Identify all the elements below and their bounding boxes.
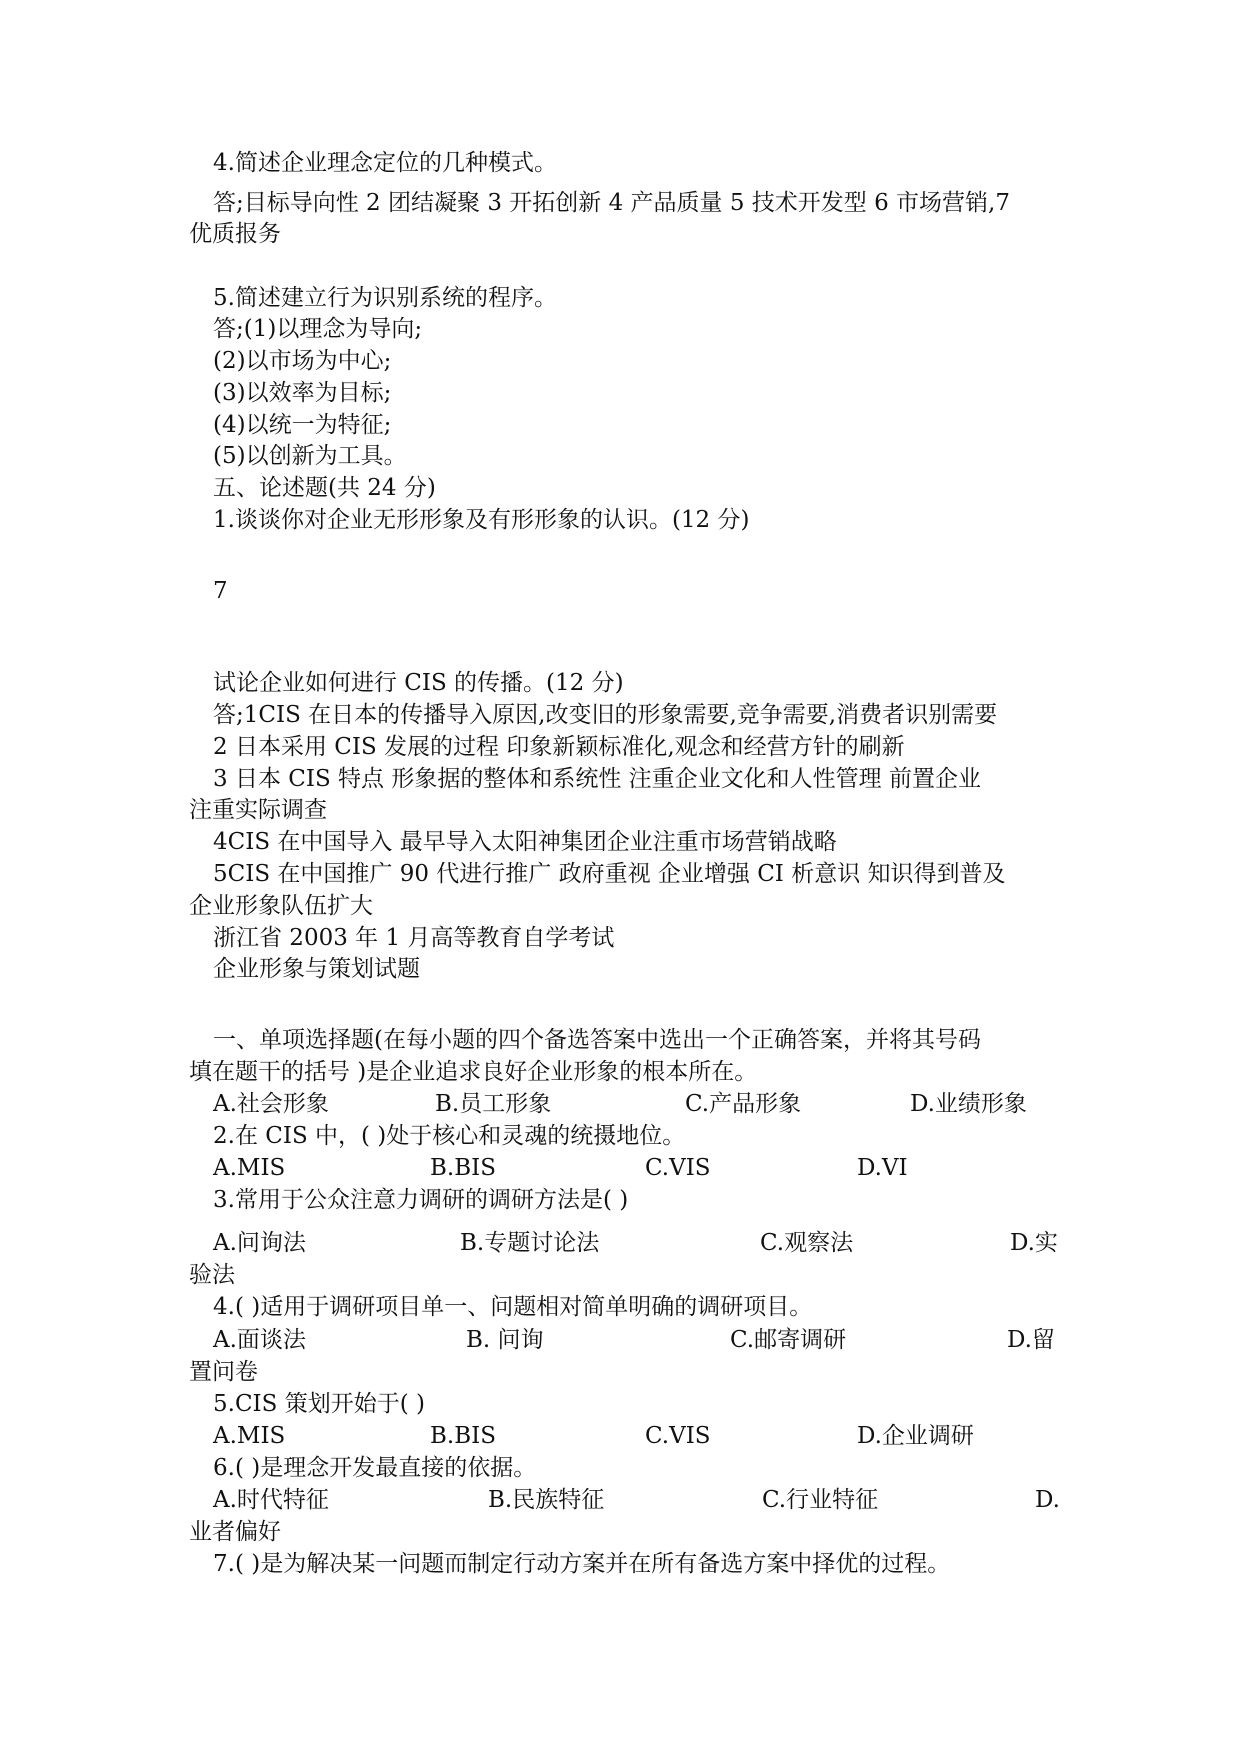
option-a: A.时代特征 <box>213 1487 329 1513</box>
text-line: 试论企业如何进行 CIS 的传播。(12 分) <box>213 670 624 696</box>
option-d: D.业绩形象 <box>910 1091 1027 1117</box>
text-line: (2)以市场为中心; <box>213 348 392 374</box>
text-line: 答;1CIS 在日本的传播导入原因,改变旧的形象需要,竞争需要,消费者识别需要 <box>213 702 998 728</box>
option-d: D.VI <box>857 1155 908 1181</box>
text-line: 业者偏好 <box>189 1519 281 1545</box>
text-line: 5CIS 在中国推广 90 代进行推广 政府重视 企业增强 CI 析意识 知识得到普及 <box>213 861 1006 887</box>
text-line: 1.谈谈你对企业无形形象及有形形象的认识。(12 分) <box>213 507 750 533</box>
option-a: A.MIS <box>213 1155 286 1181</box>
question-text: 7.( )是为解决某一问题而制定行动方案并在所有备选方案中择优的过程。 <box>213 1551 951 1577</box>
text-line: 4.简述企业理念定位的几种模式。 <box>213 150 557 176</box>
option-c: C.观察法 <box>760 1230 854 1256</box>
option-b: B.民族特征 <box>488 1487 605 1513</box>
option-a: A.问询法 <box>213 1230 306 1256</box>
text-line: (5)以创新为工具。 <box>213 443 407 469</box>
option-b: B.专题讨论法 <box>460 1230 600 1256</box>
question-text: 2.在 CIS 中，( )处于核心和灵魂的统摄地位。 <box>213 1123 686 1149</box>
text-line: 置问卷 <box>189 1359 258 1385</box>
text-line: 注重实际调查 <box>189 797 327 823</box>
text-line: 填在题干的括号 )是企业追求良好企业形象的根本所在。 <box>189 1059 758 1085</box>
text-line: 验法 <box>189 1262 235 1288</box>
text-line: 4CIS 在中国导入 最早导入太阳神集团企业注重市场营销战略 <box>213 829 837 855</box>
text-line: 优质报务 <box>189 221 281 247</box>
option-c: C.VIS <box>645 1155 711 1181</box>
option-a: A.MIS <box>213 1423 286 1449</box>
question-text: 3.常用于公众注意力调研的调研方法是( ) <box>213 1187 629 1213</box>
exam-subtitle: 企业形象与策划试题 <box>213 956 420 982</box>
option-b: B. 问询 <box>466 1327 544 1353</box>
section-heading: 五、论述题(共 24 分) <box>213 475 436 501</box>
text-line: 2 日本采用 CIS 发展的过程 印象新颖标准化,观念和经营方针的刷新 <box>213 734 905 760</box>
text-line: 答;(1)以理念为导向; <box>213 316 423 342</box>
text-line: 5.简述建立行为识别系统的程序。 <box>213 285 557 311</box>
question-text: 5.CIS 策划开始于( ) <box>213 1391 425 1417</box>
text-line: (3)以效率为目标; <box>213 380 392 406</box>
question-text: 4.( )适用于调研项目单一、问题相对简单明确的调研项目。 <box>213 1294 813 1320</box>
option-b: B.员工形象 <box>435 1091 552 1117</box>
text-line: 答;目标导向性 2 团结凝聚 3 开拓创新 4 产品质量 5 技术开发型 6 市场营销,7 <box>213 190 1010 216</box>
option-d: D.实 <box>1010 1230 1058 1256</box>
text-line: 3 日本 CIS 特点 形象据的整体和系统性 注重企业文化和人性管理 前置企业 <box>213 766 981 792</box>
option-a: A.面谈法 <box>213 1327 306 1353</box>
text-line: (4)以统一为特征; <box>213 412 392 438</box>
page-number: 7 <box>213 578 228 604</box>
section-heading: 一、单项选择题(在每小题的四个备选答案中选出一个正确答案，并将其号码 <box>213 1027 981 1053</box>
option-b: B.BIS <box>430 1423 496 1449</box>
option-c: C.行业特征 <box>762 1487 879 1513</box>
option-a: A.社会形象 <box>213 1091 329 1117</box>
exam-title: 浙江省 2003 年 1 月高等教育自学考试 <box>213 925 615 951</box>
option-d: D.留 <box>1007 1327 1055 1353</box>
option-b: B.BIS <box>430 1155 496 1181</box>
option-d: D.企业调研 <box>857 1423 974 1449</box>
option-c: C.VIS <box>645 1423 711 1449</box>
option-c: C.邮寄调研 <box>730 1327 847 1353</box>
question-text: 6.( )是理念开发最直接的依据。 <box>213 1455 537 1481</box>
text-line: 企业形象队伍扩大 <box>189 893 373 919</box>
option-c: C.产品形象 <box>685 1091 802 1117</box>
option-d: D. <box>1035 1487 1060 1513</box>
